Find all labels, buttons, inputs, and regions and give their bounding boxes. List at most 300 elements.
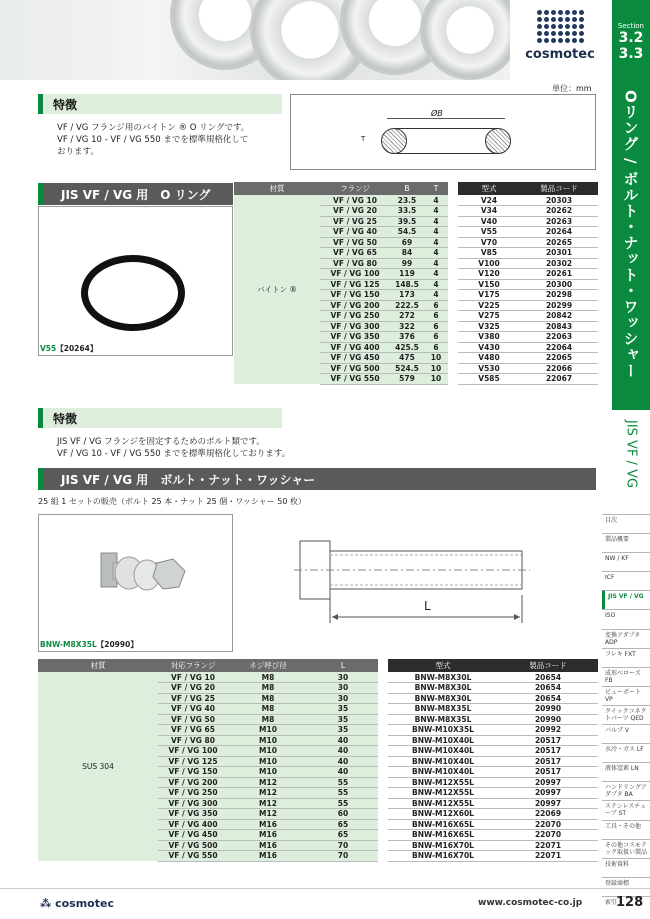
model-cell: V530 [458, 363, 520, 374]
table-row [38, 672, 598, 683]
product-code-cell: 22063 [520, 332, 598, 343]
product-code-cell: 20654 [498, 683, 598, 694]
model-cell: V85 [458, 248, 520, 259]
feature-line: VF / VG フランジ用のバイトン ® O リングです。 [57, 123, 250, 133]
table-cell: VF / VG 150 [158, 767, 228, 778]
table-cell: VF / VG 20 [320, 206, 390, 217]
model-cell: BNW-M10X40L [388, 735, 498, 746]
header-code: 製品コード [520, 182, 598, 195]
table-cell: 4 [424, 237, 448, 248]
table-cell: 70 [308, 840, 378, 851]
table-cell: 84 [390, 248, 424, 259]
product-code-cell: 20517 [498, 756, 598, 767]
table-cell: 4 [424, 195, 448, 206]
section-label: Section [617, 22, 644, 30]
table-cell: VF / VG 300 [320, 321, 390, 332]
brand-name: cosmotec [525, 47, 595, 62]
table-cell: VF / VG 300 [158, 798, 228, 809]
table-gap [378, 788, 388, 799]
model-cell: BNW-M12X60L [388, 809, 498, 820]
table-gap [448, 332, 458, 343]
side-nav-item[interactable]: 目次 [602, 514, 650, 533]
model-cell: V380 [458, 332, 520, 343]
table-cell: M8 [228, 693, 308, 704]
header-l: L [308, 659, 378, 672]
model-cell: BNW-M10X35L [388, 725, 498, 736]
table-gap [448, 227, 458, 238]
header-code: 製品コード [498, 659, 598, 672]
table-gap [448, 269, 458, 280]
table-cell: VF / VG 125 [320, 279, 390, 290]
vertical-subtitle: JIS VF / VG [623, 420, 639, 489]
table-cell: 579 [390, 374, 424, 385]
model-cell: V480 [458, 353, 520, 364]
table-cell: M12 [228, 777, 308, 788]
side-nav-item[interactable]: JIS VF / VG [602, 590, 650, 609]
table-cell: 99 [390, 258, 424, 269]
model-cell: BNW-M16X65L [388, 830, 498, 841]
table-cell: VF / VG 350 [158, 809, 228, 820]
header-gap [448, 182, 458, 195]
bolt-photo [38, 514, 233, 652]
feature-line: VF / VG 10 - VF / VG 550 までを標準規格化して [57, 135, 249, 145]
side-nav-item[interactable]: 工具・その他 [602, 820, 650, 839]
table-cell: M16 [228, 840, 308, 851]
table-gap [448, 279, 458, 290]
header-material: 材質 [38, 659, 158, 672]
side-nav-item[interactable]: NW / KF [602, 552, 650, 571]
table-gap [378, 683, 388, 694]
table-cell: M16 [228, 851, 308, 862]
table-cell: 173 [390, 290, 424, 301]
table-cell: 272 [390, 311, 424, 322]
table-cell: VF / VG 100 [320, 269, 390, 280]
table-gap [448, 216, 458, 227]
product-code-cell: 20303 [520, 195, 598, 206]
table-cell: 55 [308, 798, 378, 809]
table-cell: 40 [308, 735, 378, 746]
product-code-cell: 20997 [498, 798, 598, 809]
product-code-cell: 22070 [498, 819, 598, 830]
header-thread: ネジ呼び径 [228, 659, 308, 672]
product-code-cell: 20264 [520, 227, 598, 238]
table-cell: VF / VG 250 [158, 788, 228, 799]
header-gap [378, 659, 388, 672]
model-cell: V100 [458, 258, 520, 269]
brand-logo [520, 0, 600, 72]
table-cell: VF / VG 500 [320, 363, 390, 374]
product-code-cell: 20262 [520, 206, 598, 217]
header-model: 型式 [458, 182, 520, 195]
model-cell: BNW-M16X70L [388, 840, 498, 851]
table-cell: VF / VG 250 [320, 311, 390, 322]
model-cell: BNW-M10X40L [388, 746, 498, 757]
model-cell: V430 [458, 342, 520, 353]
oring-image [81, 255, 185, 331]
table-gap [378, 693, 388, 704]
table-cell: 148.5 [390, 279, 424, 290]
table-cell: 54.5 [390, 227, 424, 238]
table-gap [378, 798, 388, 809]
section-number-1: 3.2 [618, 30, 644, 46]
table-gap [378, 777, 388, 788]
product-code-cell: 20843 [520, 321, 598, 332]
table-gap [448, 248, 458, 259]
table-cell: VF / VG 150 [320, 290, 390, 301]
table-gap [378, 735, 388, 746]
table-cell: VF / VG 65 [320, 248, 390, 259]
model-cell: BNW-M16X70L [388, 851, 498, 862]
product-code-cell: 22065 [520, 353, 598, 364]
model-cell: V120 [458, 269, 520, 280]
bolt-set-note: 25 組 1 セットの販売（ボルト 25 本・ナット 25 個・ワッシャー 50 枚） [38, 497, 306, 506]
product-code-cell: 22066 [520, 363, 598, 374]
table-cell: VF / VG 65 [158, 725, 228, 736]
model-cell: V70 [458, 237, 520, 248]
side-nav-item[interactable]: 索引 [602, 896, 650, 915]
model-cell: V40 [458, 216, 520, 227]
oring-table [234, 182, 598, 385]
table-cell: 65 [308, 830, 378, 841]
table-cell: 30 [308, 693, 378, 704]
product-code-cell: 20517 [498, 767, 598, 778]
table-cell: 35 [308, 725, 378, 736]
product-code-cell: 20261 [520, 269, 598, 280]
table-cell: 4 [424, 227, 448, 238]
table-cell: 475 [390, 353, 424, 364]
table-gap [448, 237, 458, 248]
table-gap [448, 258, 458, 269]
table-gap [448, 195, 458, 206]
side-nav-item[interactable]: 登録商標 [602, 877, 650, 896]
product-code-cell: 20302 [520, 258, 598, 269]
table-cell: 322 [390, 321, 424, 332]
table-gap [448, 300, 458, 311]
table-gap [378, 704, 388, 715]
model-cell: V55 [458, 227, 520, 238]
side-nav-item[interactable]: ビューポート VP [602, 686, 650, 705]
model-cell: V325 [458, 321, 520, 332]
table-cell: VF / VG 10 [320, 195, 390, 206]
table-gap [448, 321, 458, 332]
table-cell: 23.5 [390, 195, 424, 206]
table-cell: 4 [424, 206, 448, 217]
product-code-cell: 20997 [498, 777, 598, 788]
table-cell: 4 [424, 216, 448, 227]
table-cell: VF / VG 80 [158, 735, 228, 746]
table-gap [378, 725, 388, 736]
product-code-cell: 20263 [520, 216, 598, 227]
product-code-cell: 22069 [498, 809, 598, 820]
table-gap [448, 342, 458, 353]
table-cell: VF / VG 200 [320, 300, 390, 311]
table-cell: 30 [308, 683, 378, 694]
side-nav-item[interactable]: 成形ベローズ FB [602, 667, 650, 686]
table-cell: 4 [424, 258, 448, 269]
table-cell: 60 [308, 809, 378, 820]
table-cell: VF / VG 40 [320, 227, 390, 238]
product-code-cell: 20990 [498, 714, 598, 725]
table-cell: VF / VG 400 [158, 819, 228, 830]
product-code-cell: 22071 [498, 851, 598, 862]
table-gap [378, 809, 388, 820]
table-gap [448, 206, 458, 217]
table-cell: VF / VG 450 [320, 353, 390, 364]
table-cell: 70 [308, 851, 378, 862]
product-code-cell: 20298 [520, 290, 598, 301]
side-index-nav [602, 514, 650, 915]
side-nav-item[interactable]: ハンドリングアダプタ BA [602, 781, 650, 800]
table-cell: VF / VG 25 [320, 216, 390, 227]
header-model: 型式 [388, 659, 498, 672]
header-flange: フランジ [320, 182, 390, 195]
header-flange-photo [0, 0, 510, 80]
model-cell: BNW-M12X55L [388, 788, 498, 799]
side-nav-item[interactable]: 水冷・ガス LF [602, 743, 650, 762]
page-number: 128 [616, 895, 644, 910]
header-b: B [390, 182, 424, 195]
side-nav-item[interactable]: 変換アダプタ ADP [602, 629, 650, 648]
model-cell: V225 [458, 300, 520, 311]
product-code-cell: 20300 [520, 279, 598, 290]
dimension-label-l: L [424, 599, 431, 613]
side-nav-item[interactable]: クイックコネクトパーツ QED [602, 705, 650, 724]
product-code-cell: 22070 [498, 830, 598, 841]
table-gap [448, 311, 458, 322]
table-cell: M12 [228, 798, 308, 809]
table-gap [378, 767, 388, 778]
table-cell: VF / VG 50 [320, 237, 390, 248]
model-cell: V275 [458, 311, 520, 322]
model-cell: BNW-M12X55L [388, 777, 498, 788]
table-gap [378, 840, 388, 851]
bolt-table [38, 659, 598, 862]
product-code-cell: 20990 [498, 704, 598, 715]
table-gap [378, 756, 388, 767]
table-cell: VF / VG 200 [158, 777, 228, 788]
table-gap [378, 819, 388, 830]
table-cell: 10 [424, 374, 448, 385]
table-cell: M12 [228, 809, 308, 820]
table-cell: VF / VG 40 [158, 704, 228, 715]
model-cell: V175 [458, 290, 520, 301]
material-cell: SUS 304 [38, 672, 158, 861]
bolt-dimension-diagram [290, 525, 596, 643]
table-row [234, 195, 598, 206]
table-cell: 4 [424, 248, 448, 259]
table-cell: 40 [308, 746, 378, 757]
table-cell: M16 [228, 819, 308, 830]
table-cell: 65 [308, 819, 378, 830]
product-code-cell: 22064 [520, 342, 598, 353]
header-t: T [424, 182, 448, 195]
bolt-photo-caption: BNW-M8X35L【20990】 [40, 640, 138, 649]
side-nav-item[interactable]: その他コスモテック取扱い製品 [602, 839, 650, 858]
oring-dimension-diagram [290, 94, 596, 170]
model-cell: BNW-M8X35L [388, 714, 498, 725]
model-cell: BNW-M12X55L [388, 798, 498, 809]
table-cell: VF / VG 80 [320, 258, 390, 269]
table-cell: M10 [228, 756, 308, 767]
model-cell: BNW-M8X35L [388, 704, 498, 715]
model-cell: V585 [458, 374, 520, 385]
bolt-section-title: JIS VF / VG 用 ボルト・ナット・ワッシャー [38, 468, 596, 490]
table-header-row [38, 659, 598, 672]
feature-text-2 [57, 436, 290, 460]
side-nav-item[interactable]: ステンレスチューブ ST [602, 800, 650, 819]
table-cell: VF / VG 100 [158, 746, 228, 757]
model-cell: BNW-M8X30L [388, 693, 498, 704]
model-cell: BNW-M16X65L [388, 819, 498, 830]
table-header-row [234, 182, 598, 195]
model-cell: BNW-M10X40L [388, 767, 498, 778]
table-cell: M12 [228, 788, 308, 799]
bolt-nut-washer-image [39, 515, 232, 645]
material-cell: バイトン ® [234, 195, 320, 384]
table-cell: M10 [228, 735, 308, 746]
table-cell: 6 [424, 342, 448, 353]
feature-text-1 [57, 122, 249, 158]
side-nav-item[interactable]: 液体窒素 LN [602, 762, 650, 781]
table-cell: M8 [228, 704, 308, 715]
table-cell: 10 [424, 353, 448, 364]
table-cell: 30 [308, 672, 378, 683]
table-cell: VF / VG 50 [158, 714, 228, 725]
feature-line: VF / VG 10 - VF / VG 550 までを標準規格化しております。 [57, 449, 291, 459]
table-cell: 4 [424, 279, 448, 290]
table-cell: 35 [308, 714, 378, 725]
model-cell: BNW-M8X30L [388, 683, 498, 694]
unit-label: 単位：mm [552, 84, 592, 93]
side-nav-item[interactable]: バルブ V [602, 724, 650, 743]
table-cell: 55 [308, 788, 378, 799]
section-tab [612, 0, 650, 72]
vertical-section-title: Oリング / ボルト・ナット・ワッシャー [612, 72, 650, 410]
table-cell: VF / VG 450 [158, 830, 228, 841]
product-code-cell: 20299 [520, 300, 598, 311]
feature-line: おります。 [57, 147, 99, 157]
feature-heading-1: 特徴 [38, 94, 282, 114]
table-cell: 4 [424, 269, 448, 280]
header-material: 材質 [234, 182, 320, 195]
feature-heading-2: 特徴 [38, 408, 282, 428]
table-cell: 376 [390, 332, 424, 343]
product-code-cell: 22067 [520, 374, 598, 385]
table-cell: M10 [228, 746, 308, 757]
model-cell: V150 [458, 279, 520, 290]
oring-section-drawing [381, 128, 511, 154]
oring-photo-caption: V55【20264】 [40, 344, 98, 353]
product-code-cell: 20992 [498, 725, 598, 736]
table-gap [378, 714, 388, 725]
table-cell: 69 [390, 237, 424, 248]
table-cell: 4 [424, 290, 448, 301]
table-cell: 35 [308, 704, 378, 715]
table-cell: 119 [390, 269, 424, 280]
table-cell: 6 [424, 332, 448, 343]
table-cell: 40 [308, 767, 378, 778]
feature-line: JIS VF / VG フランジを固定するためのボルト類です。 [57, 437, 265, 447]
side-nav-item[interactable]: 技術資料 [602, 858, 650, 877]
table-cell: M10 [228, 725, 308, 736]
footer-url: www.cosmotec-co.jp [478, 898, 583, 908]
product-code-cell: 20265 [520, 237, 598, 248]
section-number-2: 3.3 [618, 46, 644, 62]
table-cell: VF / VG 10 [158, 672, 228, 683]
table-cell: VF / VG 400 [320, 342, 390, 353]
model-cell: V34 [458, 206, 520, 217]
table-cell: VF / VG 350 [320, 332, 390, 343]
table-cell: VF / VG 550 [158, 851, 228, 862]
table-gap [448, 290, 458, 301]
table-cell: M16 [228, 830, 308, 841]
table-cell: 222.5 [390, 300, 424, 311]
table-cell: M8 [228, 672, 308, 683]
table-cell: M10 [228, 767, 308, 778]
table-cell: 6 [424, 300, 448, 311]
table-cell: 10 [424, 363, 448, 374]
table-cell: VF / VG 20 [158, 683, 228, 694]
oring-section-title: JIS VF / VG 用 O リング [38, 183, 233, 205]
product-code-cell: 20997 [498, 788, 598, 799]
product-code-cell: 20301 [520, 248, 598, 259]
side-nav-item[interactable]: フレキ FXT [602, 648, 650, 667]
table-cell: VF / VG 125 [158, 756, 228, 767]
table-gap [378, 672, 388, 683]
table-cell: M8 [228, 714, 308, 725]
table-cell: 55 [308, 777, 378, 788]
side-nav-item[interactable]: 製品概要 [602, 533, 650, 552]
footer-brand: ⁂ cosmotec [40, 897, 114, 910]
side-nav-item[interactable]: ISO [602, 609, 650, 628]
table-cell: VF / VG 25 [158, 693, 228, 704]
product-code-cell: 20517 [498, 746, 598, 757]
dimension-label-t: T [361, 135, 366, 143]
oring-photo [38, 206, 233, 356]
header-flange: 対応フランジ [158, 659, 228, 672]
dimension-label-b: ØB [431, 109, 443, 118]
table-cell: 39.5 [390, 216, 424, 227]
product-code-cell: 20842 [520, 311, 598, 322]
table-gap [448, 374, 458, 385]
table-gap [378, 746, 388, 757]
model-cell: BNW-M10X40L [388, 756, 498, 767]
table-gap [378, 851, 388, 862]
page-header [0, 0, 650, 80]
table-cell: 33.5 [390, 206, 424, 217]
table-cell: 425.5 [390, 342, 424, 353]
table-cell: 6 [424, 311, 448, 322]
model-cell: BNW-M8X30L [388, 672, 498, 683]
table-gap [448, 363, 458, 374]
page-footer [0, 888, 650, 919]
side-nav-item[interactable]: ICF [602, 571, 650, 590]
table-cell: 40 [308, 756, 378, 767]
table-gap [378, 830, 388, 841]
table-cell: VF / VG 500 [158, 840, 228, 851]
table-cell: VF / VG 550 [320, 374, 390, 385]
product-code-cell: 20654 [498, 672, 598, 683]
table-cell: 524.5 [390, 363, 424, 374]
dimension-line-b [387, 118, 505, 119]
model-cell: V24 [458, 195, 520, 206]
table-cell: M8 [228, 683, 308, 694]
product-code-cell: 20654 [498, 693, 598, 704]
product-code-cell: 20517 [498, 735, 598, 746]
table-cell: 6 [424, 321, 448, 332]
table-gap [448, 353, 458, 364]
product-code-cell: 22071 [498, 840, 598, 851]
